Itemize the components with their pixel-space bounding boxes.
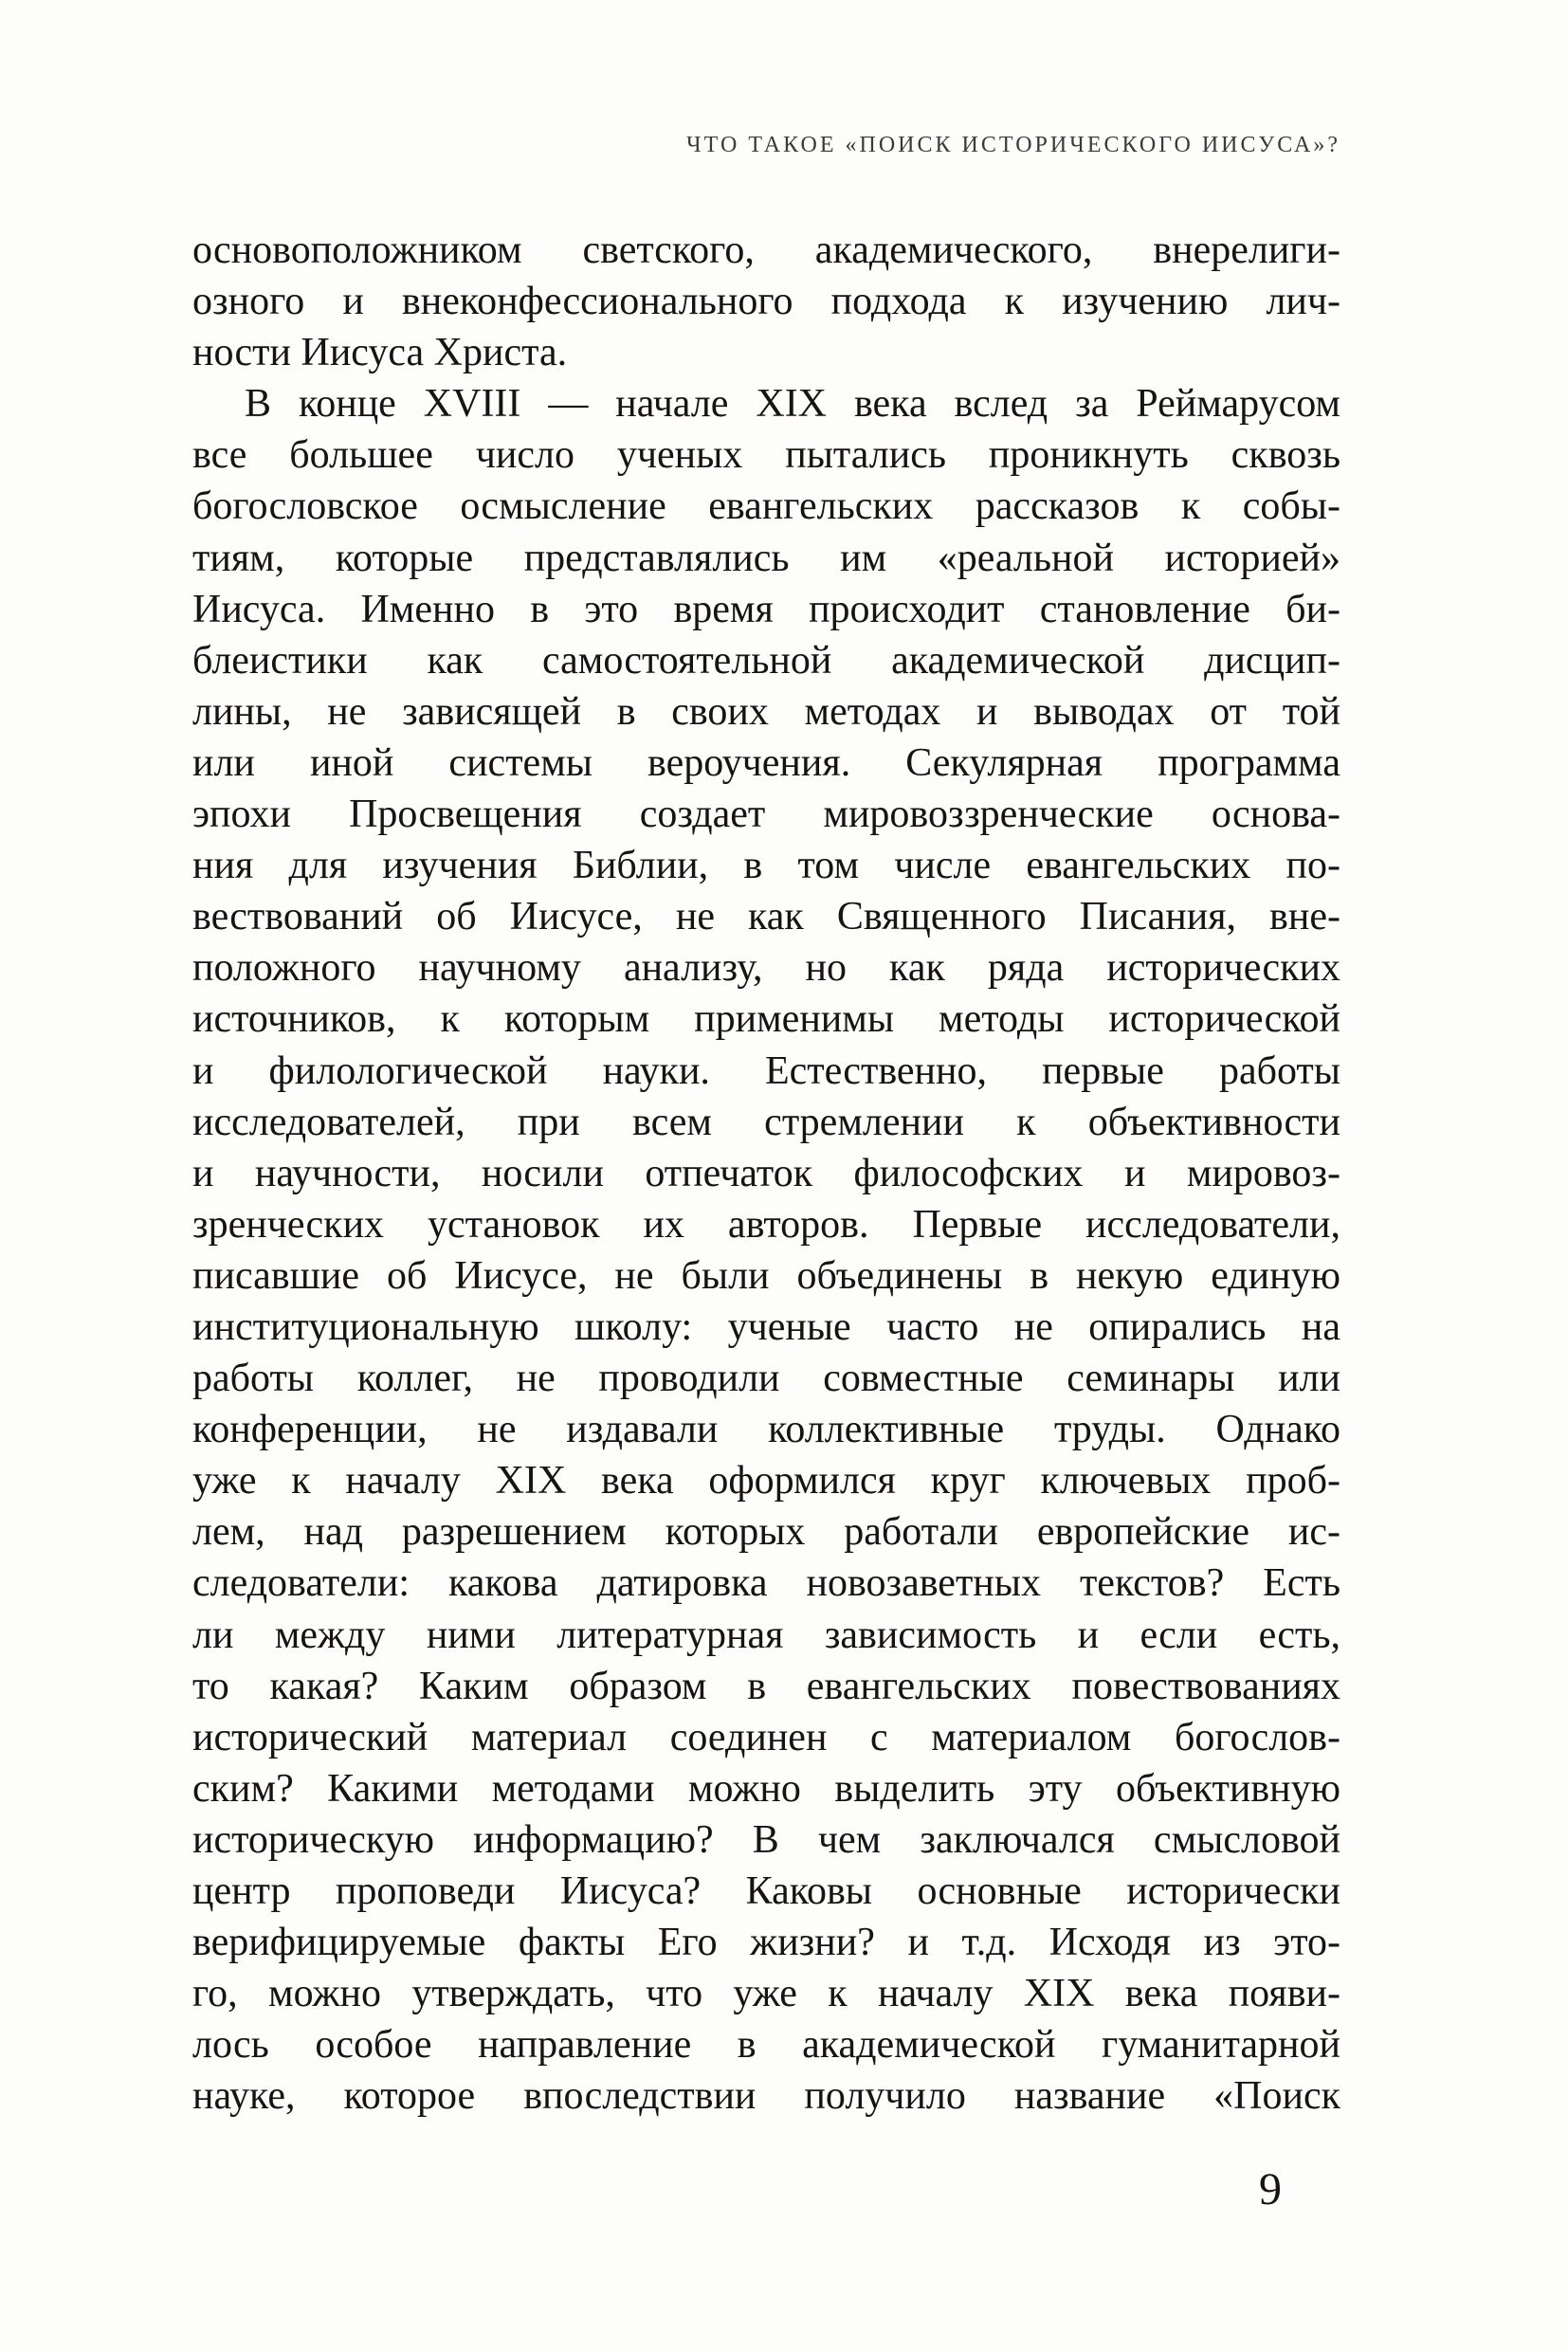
text-line: вествований об Иисусе, не как Священного Писания, вне- — [192, 895, 1340, 939]
text-line: исторический материал соединен с материалом богослов- — [192, 1715, 1340, 1759]
text-line: блеистики как самостоятельной академической дисцип- — [192, 638, 1340, 683]
text-line: уже к началу XIX века оформился круг ключевых проб- — [192, 1459, 1340, 1504]
body-text — [192, 225, 1340, 2122]
text-line: лем, над разрешением которых работали европейские ис- — [192, 1510, 1340, 1555]
text-line: ским? Какими методами можно выделить эту объективную — [192, 1766, 1340, 1811]
text-line: писавшие об Иисусе, не были объединены в некую единую — [192, 1253, 1340, 1298]
text-line: источников, к которым применимы методы исторической — [192, 997, 1340, 1042]
text-line: и научности, носили отпечаток философских и мировоз- — [192, 1151, 1340, 1195]
text-line: или иной системы вероучения. Секулярная программа — [192, 740, 1340, 785]
text-line: то какая? Каким образом в евангельских повествованиях — [192, 1664, 1340, 1708]
text-line: ли между ними литературная зависимость и если есть, — [192, 1613, 1340, 1657]
text-line: ности Иисуса Христа. — [192, 331, 568, 375]
text-line: исследователей, при всем стремлении к объективности — [192, 1100, 1340, 1144]
text-line: эпохи Просвещения создает мировоззренческие основа- — [192, 793, 1340, 837]
text-line: основоположником светского, академического, внерелиги- — [192, 228, 1340, 272]
text-line: работы коллег, не проводили совместные семинары или — [192, 1357, 1340, 1401]
page-number: 9 — [1259, 2164, 1282, 2214]
text-line: конференции, не издавали коллективные труды. Однако — [192, 1408, 1340, 1452]
text-line: озного и внеконфессионального подхода к изучению лич- — [192, 280, 1340, 324]
text-line: историческую информацию? В чем заключался смысловой — [192, 1817, 1340, 1862]
text-line: лины, не зависящей в своих методах и выводах от той — [192, 689, 1340, 734]
text-line: все большее число ученых пытались проникнуть сквозь — [192, 433, 1340, 478]
text-line: верифицируемые факты Его жизни? и т.д. Исходя из это- — [192, 1921, 1340, 1965]
text-line: богословское осмысление евангельских рассказов к собы- — [192, 484, 1340, 529]
text-line: Иисуса. Именно в это время происходит становление би- — [192, 587, 1340, 631]
text-line: следователи: какова датировка новозаветных текстов? Есть — [192, 1561, 1340, 1606]
text-line: положного научному анализу, но как ряда исторических — [192, 946, 1340, 991]
text-line: науке, которое впоследствии получило название «Поиск — [192, 2074, 1340, 2119]
text-line: и филологической науки. Естественно, первые работы — [192, 1048, 1340, 1093]
text-line: го, можно утверждать, что уже к началу XIX века появи- — [192, 1972, 1340, 2016]
text-line: тиям, которые представлялись им «реальной историей» — [192, 536, 1340, 580]
text-line: В конце XVIII — начале XIX века вслед за Реймарусом — [245, 382, 1340, 427]
text-line: институциональную школу: ученые часто не опирались на — [192, 1304, 1340, 1349]
text-line: зренческих установок их авторов. Первые исследователи, — [192, 1202, 1340, 1247]
running-header: ЧТО ТАКОЕ «ПОИСК ИСТОРИЧЕСКОГО ИИСУСА»? — [686, 133, 1340, 157]
text-line: ния для изучения Библии, в том числе евангельских по- — [192, 844, 1340, 888]
text-line: лось особое направление в академической гуманитарной — [192, 2023, 1340, 2068]
text-line: центр проповеди Иисуса? Каковы основные исторически — [192, 1869, 1340, 1913]
